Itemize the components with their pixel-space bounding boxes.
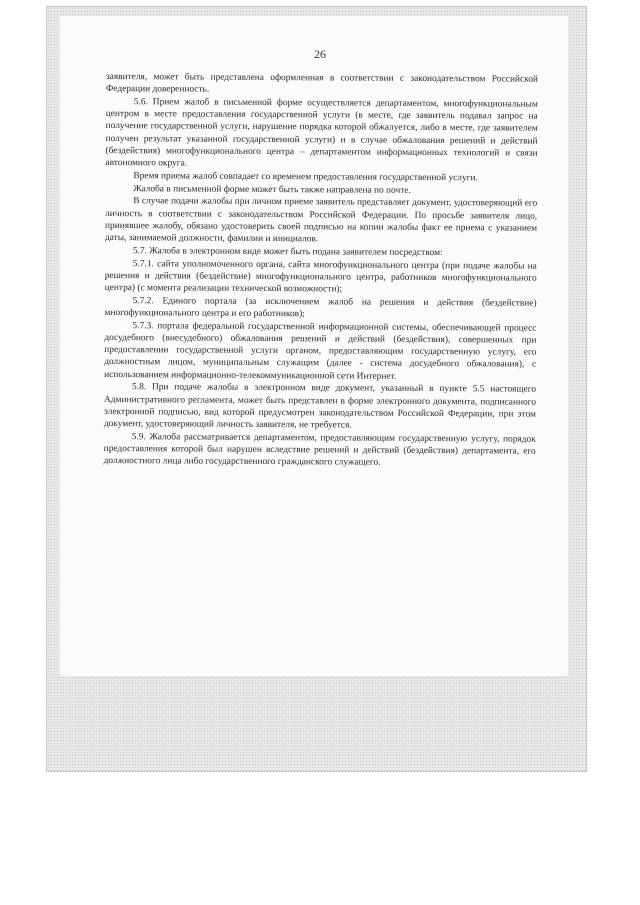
paragraph: В случае подачи жалобы при личном приеме заявитель представляет документ, удостоверяющий его личность в соответствии с законодательством Российской Федерации. По просьбе заявителя лицо, принявшее жалобу, обязано удостоверить своей подписью на копии жалобы факт ее приема с указанием даты, занимаемой должности, фамилии и инициалов. — [104, 196, 538, 245]
paragraph: 5.6. Прием жалоб в письменной форме осуществляется департаментом, многофункциональным центром в месте предоставления государственной услуги (в месте, где заявитель подавал запрос на получение государственной услуги, нарушение порядка которой обжалуется, либо в месте, где заявителем получен результат указанной государственной услуги) и в случае обжалования решений и действий (бездействия) многофункционального центра – департаментом информационных технологий и связи автономного округа. — [105, 97, 538, 169]
document-body — [104, 71, 538, 471]
scan-noise — [70, 676, 560, 756]
blank-margin — [0, 772, 640, 905]
paragraph: Жалоба в письменной форме может быть также направлена по почте. — [133, 183, 411, 196]
paragraph: 5.7. Жалоба в электронном виде может быть подана заявителем посредством: — [132, 245, 443, 258]
paragraph: 5.7.3. портала федеральной государственной информационной системы, обеспечивающей процесс досудебного (внесудебного) обжалования решений и действий (бездействия), совершенных при предоставлении государственной услуги органом, предоставляющим государственную услугу, его должностным лицом, муниципальным служащим (далее - система досудебного обжалования), с использованием информационно-телекоммуникационной сети Интернет. — [104, 320, 537, 382]
paragraph: заявителя, может быть представлена оформленная в соответствии с законодательством Российской Федерации доверенность. — [105, 71, 538, 95]
paragraph: 5.7.2. Единого портала (за исключением жалоб на решения и действия (бездействие) многофункционального центра и его работников); — [104, 295, 537, 320]
paragraph: 5.9. Жалоба рассматривается департаментом, предоставляющим государственную услугу, порядок предоставления которой был нарушен вследствие решений и действий (бездействия) департамента, его должностного лица либо государственного гражданского служащего. — [103, 431, 536, 468]
page-number: 26 — [314, 47, 326, 61]
paragraph: Время приема жалоб совпадает со временем предоставления государственной услуги. — [133, 170, 478, 184]
paragraph: 5.7.1. сайта уполномоченного органа, сайта многофункционального центра (при подаче жалобы на решения и действия (бездействие) многофункционального центра, работников многофункционального центра) (с момента реализации технической возможности); — [104, 258, 537, 295]
paragraph: 5.8. При подаче жалобы в электронном виде документ, указанный в пункте 5.5 настоящего Административного регламента, может быть представлен в форме электронного документа, подписанного электронной подписью, вид которой предусмотрен законодательством Российской Федерации, при этом документ, удостоверяющий личность заявителя, не требуется. — [103, 382, 537, 431]
